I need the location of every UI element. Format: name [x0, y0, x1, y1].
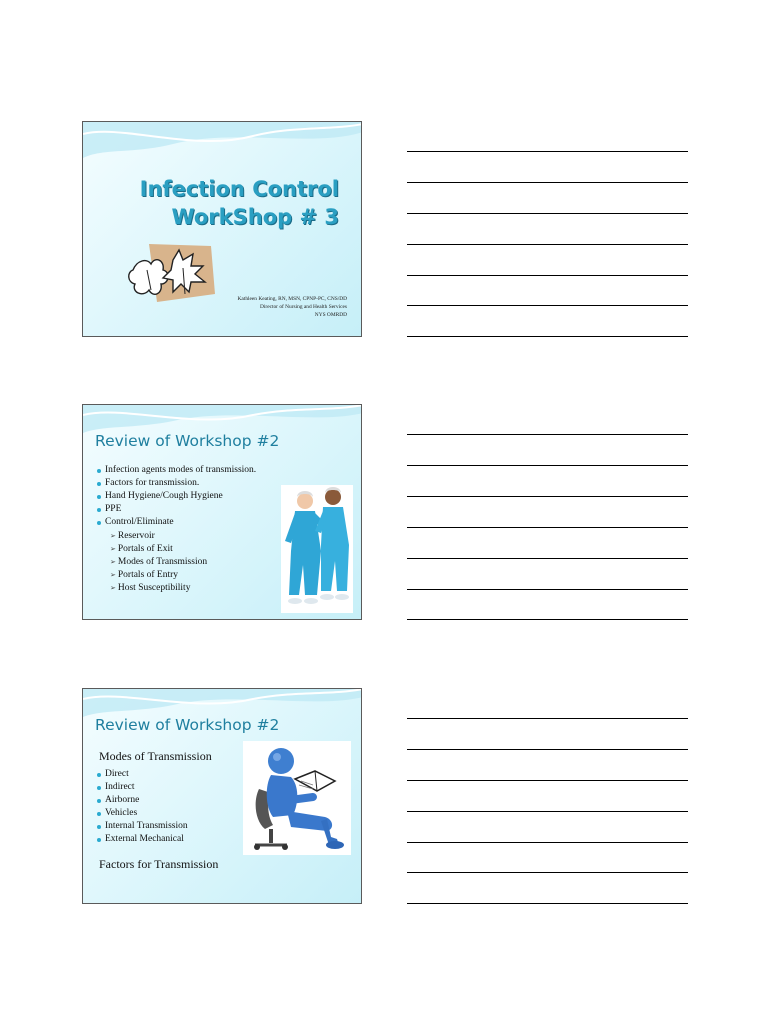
bullet-icon — [97, 799, 101, 803]
bullet-icon — [97, 495, 101, 499]
bullet-icon — [97, 521, 101, 525]
bullet-icon — [97, 838, 101, 842]
bullet-icon — [97, 482, 101, 486]
section-label-modes: Modes of Transmission — [99, 749, 212, 763]
bullet-list — [97, 768, 188, 846]
list-item: PPE — [97, 503, 256, 516]
author-info — [177, 295, 347, 319]
list-item: Infection agents modes of transmission. — [97, 464, 256, 477]
bullet-icon — [97, 825, 101, 829]
list-item: Internal Transmission — [97, 820, 188, 833]
bullet-list — [97, 464, 256, 529]
list-item: External Mechanical — [97, 833, 188, 846]
reading-figure-clipart — [243, 741, 351, 855]
sub-list-item: ➢ Modes of Transmission — [110, 557, 208, 567]
note-line — [407, 619, 688, 620]
bullet-icon — [97, 812, 101, 816]
note-line — [407, 496, 688, 497]
note-line — [407, 336, 688, 337]
note-line — [407, 811, 688, 812]
slide-2-review — [82, 404, 362, 620]
sub-list-item: ➢ Reservoir — [110, 531, 155, 541]
note-line — [407, 305, 688, 306]
sub-bullet-list — [110, 530, 207, 595]
list-item: Direct — [97, 768, 188, 781]
slide-heading: Review of Workshop #2 — [95, 716, 280, 734]
note-line — [407, 780, 688, 781]
note-line — [407, 213, 688, 214]
note-line — [407, 872, 688, 873]
note-line — [407, 527, 688, 528]
wave-decoration — [83, 122, 362, 164]
arrow-bullet-icon: ➢ — [110, 532, 116, 540]
slide-title-line-1: Infection Control — [139, 177, 339, 201]
author-title: Director of Nursing and Health Services — [260, 304, 347, 310]
bullet-icon — [97, 508, 101, 512]
slide-title — [139, 175, 339, 231]
note-line — [407, 842, 688, 843]
author-name: Kathleen Keating, RN, MSN, CPNP-PC, CNS/DD — [237, 296, 347, 302]
list-item: Airborne — [97, 794, 188, 807]
bullet-icon — [97, 773, 101, 777]
note-line — [407, 718, 688, 719]
slide-title-line-2: WorkShop # 3 — [171, 205, 339, 229]
list-item: Control/Eliminate — [97, 516, 256, 529]
note-line — [407, 903, 688, 904]
note-line — [407, 558, 688, 559]
note-line — [407, 244, 688, 245]
list-item: Indirect — [97, 781, 188, 794]
slide-heading: Review of Workshop #2 — [95, 432, 280, 450]
arrow-bullet-icon: ➢ — [110, 584, 116, 592]
section-label-factors: Factors for Transmission — [99, 857, 219, 871]
sub-list-item: ➢ Portals of Entry — [110, 570, 179, 580]
nurses-clipart — [281, 485, 353, 613]
bullet-icon — [97, 786, 101, 790]
note-line — [407, 434, 688, 435]
list-item: Hand Hygiene/Cough Hygiene — [97, 490, 256, 503]
slide-1-title — [82, 121, 362, 337]
arrow-bullet-icon: ➢ — [110, 571, 116, 579]
note-line — [407, 182, 688, 183]
slide-3-review — [82, 688, 362, 904]
list-item: Vehicles — [97, 807, 188, 820]
note-line — [407, 749, 688, 750]
sub-list-item: ➢ Host Susceptibility — [110, 583, 191, 593]
sub-list-item: ➢ Portals of Exit — [110, 544, 173, 554]
note-line — [407, 589, 688, 590]
arrow-bullet-icon: ➢ — [110, 558, 116, 566]
list-item: Factors for transmission. — [97, 477, 256, 490]
arrow-bullet-icon: ➢ — [110, 545, 116, 553]
note-line — [407, 151, 688, 152]
bullet-icon — [97, 469, 101, 473]
author-org: NYS OMRDD — [314, 312, 347, 318]
note-line — [407, 275, 688, 276]
note-line — [407, 465, 688, 466]
